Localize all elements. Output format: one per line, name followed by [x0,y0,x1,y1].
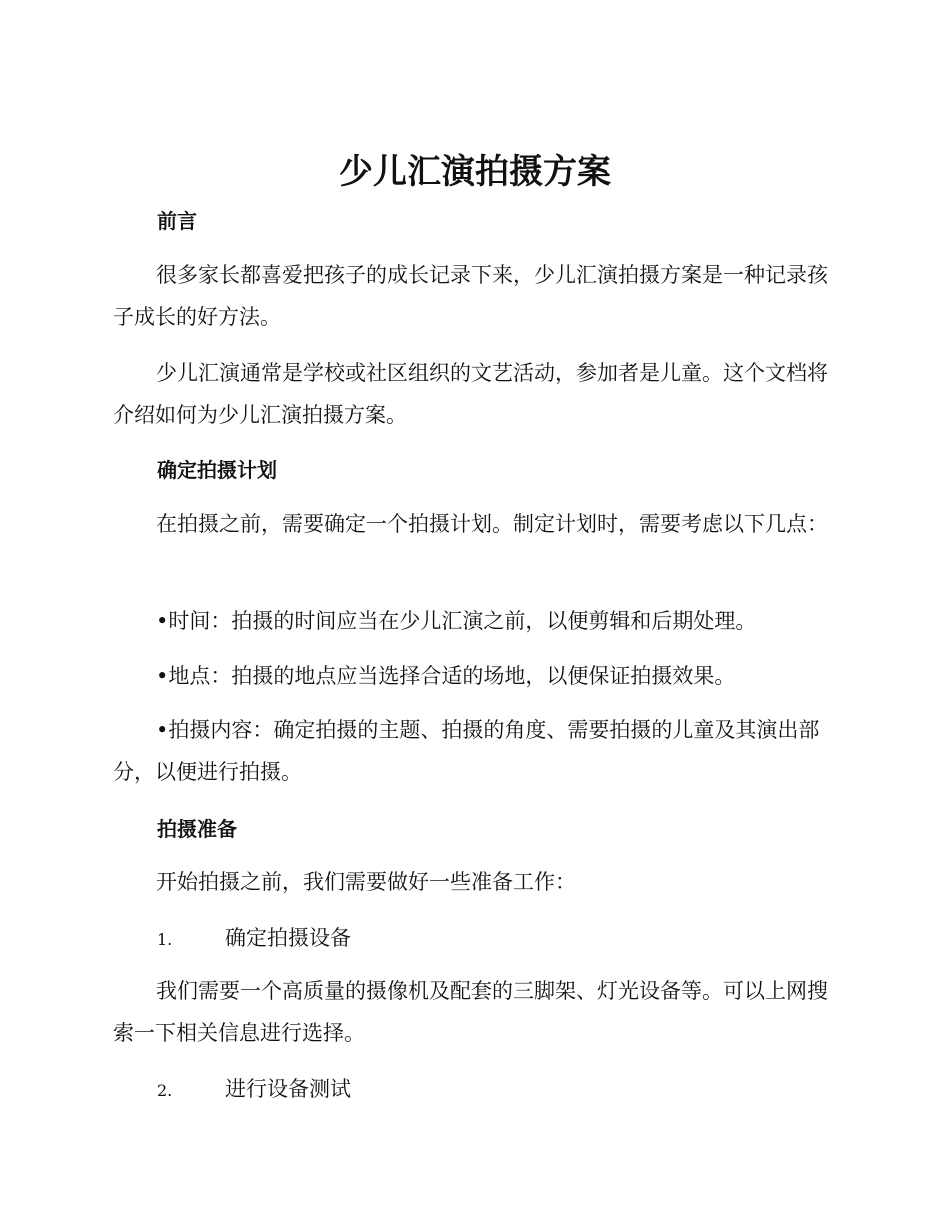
paragraph-preface-2: 少儿汇演通常是学校或社区组织的文艺活动，参加者是儿童。这个文档将介绍如何为少儿汇演拍摄方案。 [113,361,828,427]
item-label: 进行设备测试 [225,1077,351,1101]
item-label: 确定拍摄设备 [225,926,351,950]
paragraph-plan-intro: 在拍摄之前，需要确定一个拍摄计划。制定计划时，需要考虑以下几点： [156,512,828,536]
bullet-text: 拍摄内容：确定拍摄的主题、拍摄的角度、需要拍摄的儿童及其演出部分，以便进行拍摄。 [113,718,820,784]
bullet-icon: • [156,609,169,633]
list-item [113,655,833,697]
paragraph-prep-item1: 我们需要一个高质量的摄像机及配套的三脚架、灯光设备等。可以上网搜索一下相关信息进行选择。 [113,979,828,1045]
numbered-item [157,924,351,954]
bullet-icon: • [156,664,169,688]
list-item [113,600,833,642]
section-heading-preface: 前言 [157,209,197,233]
item-number: 2. [157,1081,173,1100]
bullet-icon: • [156,718,169,742]
paragraph-preface-1: 很多家长都喜爱把孩子的成长记录下来，少儿汇演拍摄方案是一种记录孩子成长的好方法。 [113,263,828,329]
bullet-text: 时间：拍摄的时间应当在少儿汇演之前，以便剪辑和后期处理。 [168,609,757,633]
numbered-item [157,1075,351,1105]
document-title: 少儿汇演拍摄方案 [339,152,611,192]
paragraph-prep-intro: 开始拍摄之前，我们需要做好一些准备工作： [156,870,576,894]
list-item [113,709,833,793]
item-number: 1. [157,930,173,949]
bullet-text: 地点：拍摄的地点应当选择合适的场地，以便保证拍摄效果。 [168,664,736,688]
section-heading-plan: 确定拍摄计划 [157,458,277,482]
section-heading-prep: 拍摄准备 [157,817,237,841]
